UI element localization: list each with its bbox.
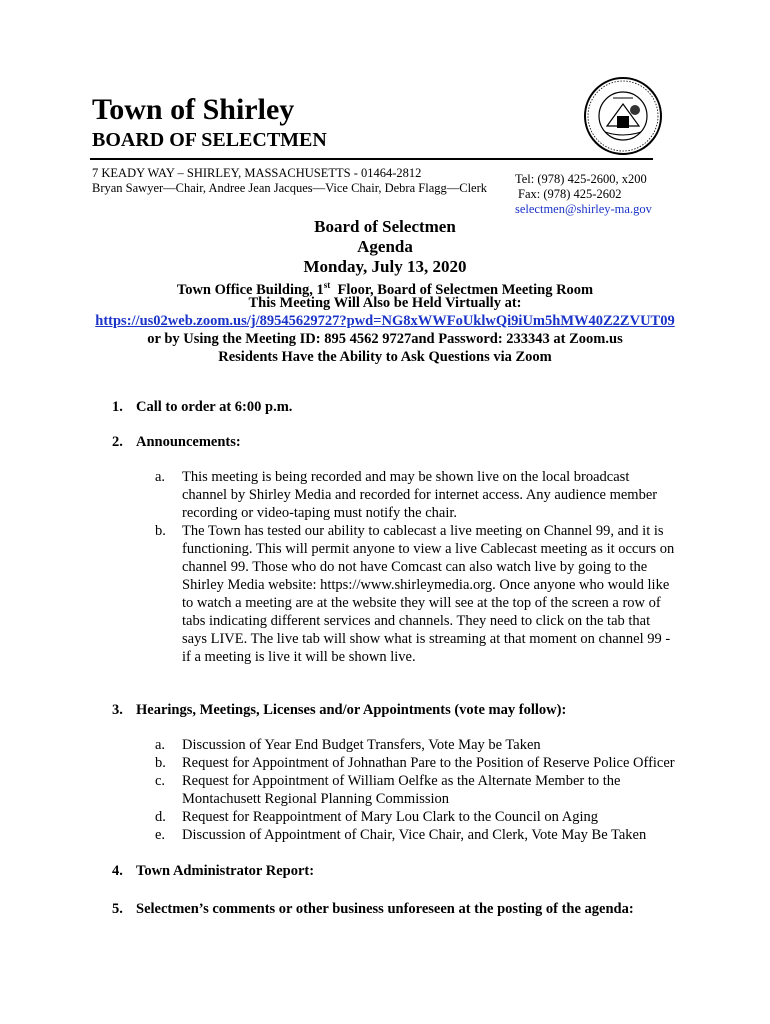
town-title: Town of Shirley	[92, 93, 295, 126]
meeting-id-note: or by Using the Meeting ID: 895 4562 9727and Password: 233343 at Zoom.us	[147, 331, 623, 347]
agenda-item: 1. Call to order at 6:00 p.m.	[112, 399, 293, 415]
list-item: b. Request for Appointment of Johnathan Pare to the Position of Reserve Police Officer	[155, 755, 675, 771]
email-link[interactable]: selectmen@shirley-ma.gov	[515, 202, 652, 216]
hearings-list	[155, 736, 675, 844]
telephone: Tel: (978) 425-2600, x200	[515, 172, 647, 186]
agenda-heading: Agenda	[357, 237, 413, 256]
fax: Fax: (978) 425-2602	[518, 187, 622, 201]
agenda-item-title: Hearings, Meetings, Licenses and/or Appointments (vote may follow):	[136, 702, 567, 718]
virtual-meeting-note: This Meeting Will Also be Held Virtually at:	[248, 295, 522, 311]
contact-block	[515, 172, 652, 217]
agenda-item: 4. Town Administrator Report:	[112, 863, 315, 879]
list-item: d. Request for Reappointment of Mary Lou Clark to the Council on Aging	[155, 809, 599, 825]
board-title: BOARD OF SELECTMEN	[92, 129, 327, 151]
agenda-board-heading: Board of Selectmen	[314, 217, 456, 236]
residents-questions-note: Residents Have the Ability to Ask Questions via Zoom	[218, 349, 552, 365]
agenda-item: 5. Selectmen’s comments or other business unforeseen at the posting of the agenda:	[112, 901, 634, 917]
meeting-location: Town Office Building, 1st Floor, Board of Selectmen Meeting Room	[176, 280, 594, 298]
list-item: b. The Town has tested our ability to cablecast a live meeting on Channel 99, and it is functioning. This will permit anyone to view a live Cablecast meeting as it occurs on channel 99. Those who do not have Comcast can also watch live by going to the Shirley Media website: https://www.shirleymedia.org. Once anyone who would like to watch a meeting are at the website they will see at the top of the screen a row of tabs indicating different services and channels. They need to click on the tab that says LIVE. The live tab will show what is streaming at that moment on channel 99 - if a meeting is live it will be shown live.	[155, 523, 675, 665]
meeting-date: Monday, July 13, 2020	[303, 257, 467, 276]
agenda-item-title: Selectmen’s comments or other business unforeseen at the posting of the agenda:	[136, 901, 634, 917]
list-item: a. This meeting is being recorded and may be shown live on the local broadcast channel by Shirley Media and recorded for internet access. Any audience member recording or video-taping must notify the chair.	[155, 469, 658, 521]
agenda-item-title: Town Administrator Report:	[136, 863, 315, 879]
address: 7 KEADY WAY – SHIRLEY, MASSACHUSETTS - 01464-2812	[92, 166, 422, 180]
list-item: c. Request for Appointment of William Oelfke as the Alternate Member to the Montachusett Regional Planning Commission	[155, 773, 621, 807]
zoom-link[interactable]: https://us02web.zoom.us/j/89545629727?pwd=NG8xWWFoUklwQi9iUm5hMW40Z2ZVUT09	[95, 313, 675, 329]
announcements-list	[155, 468, 675, 666]
list-item: e. Discussion of Appointment of Chair, Vice Chair, and Clerk, Vote May Be Taken	[155, 827, 647, 843]
officers: Bryan Sawyer—Chair, Andree Jean Jacques—Vice Chair, Debra Flagg—Clerk	[92, 181, 488, 195]
agenda-item: 2. Announcements:	[112, 434, 241, 450]
agenda-item: 3. Hearings, Meetings, Licenses and/or Appointments (vote may follow):	[112, 702, 567, 718]
agenda-item-title: Announcements:	[136, 434, 241, 450]
header-divider	[90, 158, 653, 160]
town-seal-icon	[583, 76, 663, 156]
list-item: a. Discussion of Year End Budget Transfers, Vote May be Taken	[155, 737, 541, 753]
agenda-item-title: Call to order at 6:00 p.m.	[136, 399, 293, 415]
